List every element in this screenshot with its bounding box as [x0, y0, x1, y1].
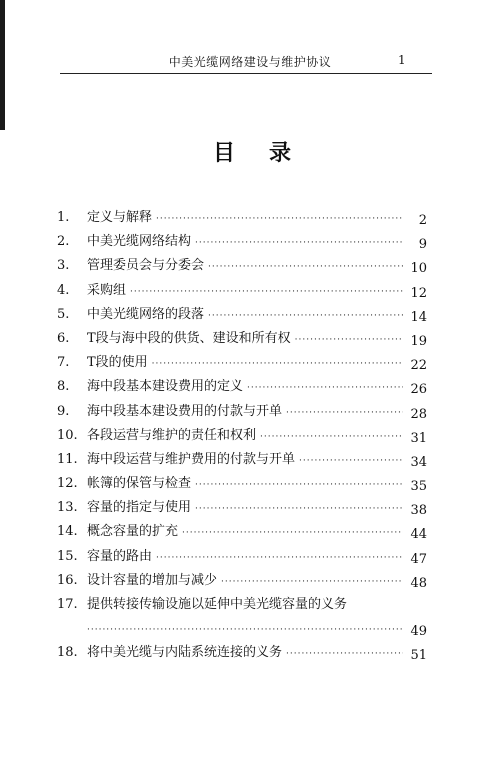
toc-entry: [57, 400, 427, 424]
toc-entry-number: 4.: [57, 282, 70, 298]
toc-entry-number: 16.: [57, 572, 78, 588]
toc-entry-page: 48: [410, 575, 427, 591]
toc-entry: [57, 472, 427, 496]
toc-entry: [57, 254, 427, 278]
toc-entry: [57, 641, 427, 665]
toc-entry-page: 26: [410, 382, 427, 398]
dot-leader: [286, 401, 403, 425]
header-rule: [60, 73, 432, 74]
toc-entry-title: 容量的路由: [87, 548, 153, 564]
toc-entry-title: 海中段基本建设费用的定义: [87, 379, 244, 395]
dot-leader: [156, 546, 403, 570]
toc-entry: [57, 279, 427, 303]
toc-entry: [57, 303, 427, 327]
toc-entry-title: T段的使用: [87, 355, 148, 371]
toc-entry-title: 海中段基本建设费用的付款与开单: [87, 403, 283, 419]
toc-entry-number: 11.: [57, 451, 78, 467]
toc-entry-page: 10: [410, 261, 427, 277]
toc-entry-number: 2.: [57, 234, 70, 250]
toc-entry: [57, 206, 427, 230]
toc-entry-number: 6.: [57, 330, 70, 346]
page-number: 1: [398, 53, 406, 67]
dot-leader: [156, 207, 403, 231]
toc-entry-title: 各段运营与维护的责任和权利: [87, 427, 257, 443]
toc-entry: [57, 593, 427, 641]
toc-entry-title: 海中段运营与维护费用的付款与开单: [87, 451, 296, 467]
toc-entry-number: 17.: [57, 597, 78, 612]
dot-leader: [130, 280, 403, 304]
dot-leader: [182, 521, 403, 545]
dot-leader: [87, 618, 403, 642]
toc-entry-title: 提供转接传输设施以延伸中美光缆容量的义务: [87, 597, 348, 612]
toc-entry-title: 管理委员会与分委会: [87, 258, 205, 274]
toc-entry-title: 设计容量的增加与减少: [87, 572, 218, 588]
dot-leader: [260, 425, 403, 449]
toc-entry: [57, 569, 427, 593]
toc-entry: [57, 545, 427, 569]
toc-entry-number: 7.: [57, 355, 70, 371]
toc-entry-page: 19: [410, 333, 427, 349]
toc-entry-title: 中美光缆网络的段落: [87, 306, 205, 322]
toc-entry-title: 将中美光缆与内陆系统连接的义务: [87, 645, 283, 660]
toc-entry-page: 34: [410, 454, 427, 470]
toc-entry-page: 14: [410, 309, 427, 325]
toc-entry-page: 49: [410, 624, 427, 640]
toc-entry-title: 概念容量的扩充: [87, 524, 179, 540]
toc-entry-title: 定义与解释: [87, 210, 153, 225]
toc-list: [57, 206, 427, 665]
toc-entry-page: 31: [410, 430, 427, 446]
dot-leader: [286, 642, 403, 666]
dot-leader: [208, 304, 403, 328]
toc-entry-number: 5.: [57, 306, 70, 322]
toc-entry: [57, 230, 427, 254]
toc-entry-title: T段与海中段的供货、建设和所有权: [87, 330, 291, 346]
toc-entry-page: 12: [410, 285, 427, 301]
toc-entry-number: 15.: [57, 548, 78, 564]
dot-leader: [152, 352, 403, 376]
toc-entry-title: 容量的指定与使用: [87, 500, 192, 516]
toc-entry: [57, 496, 427, 520]
toc-entry-page: 28: [410, 406, 427, 422]
dot-leader: [295, 328, 403, 352]
dot-leader: [221, 570, 403, 594]
toc-entry: [57, 351, 427, 375]
toc-entry-number: 1.: [57, 210, 70, 225]
toc-entry: [57, 375, 427, 399]
toc-entry-number: 10.: [57, 427, 78, 443]
toc-entry-page: 38: [410, 503, 427, 519]
running-title: 中美光缆网络建设与维护协议: [168, 55, 332, 69]
toc-entry-page: 51: [410, 648, 427, 663]
toc-entry-title: 采购组: [87, 282, 127, 298]
toc-entry-page: 47: [410, 551, 427, 567]
dot-leader: [195, 497, 403, 521]
dot-leader: [299, 449, 403, 473]
dot-leader: [195, 231, 403, 255]
toc-entry-number: 3.: [57, 258, 70, 274]
toc-entry-title: 中美光缆网络结构: [87, 234, 192, 250]
toc-entry-page: 44: [410, 527, 427, 543]
toc-entry-page: 35: [410, 479, 427, 495]
toc-entry-page: 9: [418, 237, 427, 253]
toc-entry-number: 14.: [57, 524, 78, 540]
dot-leader: [195, 473, 403, 497]
toc-entry-number: 12.: [57, 476, 78, 492]
toc-entry-page: 22: [410, 358, 427, 374]
toc-entry: [57, 327, 427, 351]
toc-entry-number: 13.: [57, 500, 78, 516]
toc-entry: [57, 448, 427, 472]
running-header: [0, 50, 504, 70]
toc-entry-page: 2: [418, 213, 427, 228]
toc-entry: [57, 520, 427, 544]
toc-entry: [57, 424, 427, 448]
toc-entry-number: 8.: [57, 379, 70, 395]
dot-leader: [247, 376, 403, 400]
toc-entry-number: 18.: [57, 645, 78, 660]
dot-leader: [208, 255, 403, 279]
toc-heading: 目录: [212, 140, 325, 166]
toc-entry-title: 帐簿的保管与检查: [87, 476, 192, 492]
toc-entry-number: 9.: [57, 403, 70, 419]
